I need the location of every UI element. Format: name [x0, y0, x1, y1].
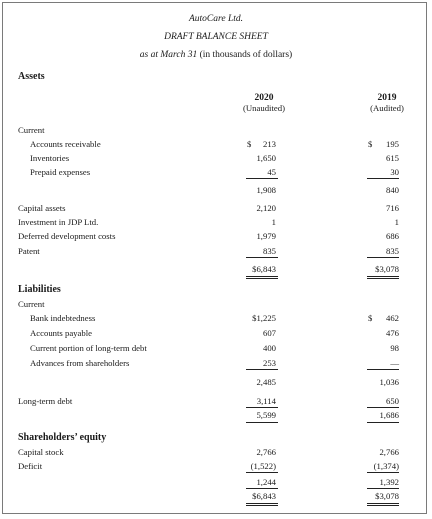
subtotal-rule: [367, 178, 399, 179]
cur-ltd-2020: 400: [262, 343, 276, 353]
subtotal-rule: [367, 257, 399, 258]
cur-ltd-2019: 98: [390, 343, 399, 353]
ltd-2020: 3,114: [256, 396, 276, 406]
bank-2019: 462: [385, 313, 399, 323]
units-text: (in thousands of dollars): [199, 50, 293, 60]
cap-assets-2020: 2,120: [256, 203, 276, 213]
label-patent: Patent: [18, 246, 40, 256]
label-investment: Investment in JDP Ltd.: [18, 217, 99, 227]
capital-stock-2019: 2,766: [379, 447, 399, 457]
label-capital-stock: Capital stock: [18, 447, 64, 457]
label-accounts-receivable: Accounts receivable: [30, 139, 101, 149]
total-liab-2019: 1,686: [379, 410, 399, 420]
equity-subtotal-2019: 1,392: [379, 477, 399, 487]
grand-total-2019: $3,078: [375, 491, 399, 501]
grand-total-2020: $6,843: [252, 491, 276, 501]
equity-subtotal-2020: 1,244: [256, 477, 276, 487]
label-capital-assets: Capital assets: [18, 203, 66, 213]
col-2020-note: (Unaudited): [243, 103, 285, 113]
payables-2019: 476: [385, 328, 399, 338]
currency-symbol: $: [368, 139, 373, 149]
subtotal-rule: [246, 257, 278, 258]
current-assets-2019: 840: [385, 185, 399, 195]
label-current-ltd: Current portion of long-term debt: [30, 343, 147, 353]
label-bank-indebtedness: Bank indebtedness: [30, 313, 96, 323]
cap-assets-2019: 716: [385, 203, 399, 213]
subtotal-rule: [246, 369, 278, 370]
subtotal-rule: [246, 422, 278, 423]
inv-2019: 615: [385, 153, 399, 163]
current-assets-2020: 1,908: [256, 185, 276, 195]
current-liabilities-heading: Current: [18, 299, 45, 309]
company-name: AutoCare Ltd.: [188, 14, 243, 24]
prepaid-2019: 30: [390, 167, 399, 177]
patent-2019: 835: [385, 246, 399, 256]
subtotal-rule: [367, 369, 399, 370]
currency-symbol: $: [368, 313, 373, 323]
col-2020-year: 2020: [254, 93, 274, 103]
prepaid-2020: 45: [267, 167, 276, 177]
col-2020-header: [229, 92, 299, 113]
label-accounts-payable: Accounts payable: [30, 328, 92, 338]
date-text: as at March 31: [139, 50, 198, 60]
investment-2020: 1: [271, 217, 276, 227]
subtotal-rule: [367, 488, 399, 489]
col-2019-year: 2019: [377, 93, 397, 103]
total-assets-2020: $6,843: [252, 264, 276, 274]
current-liab-2019: 1,036: [379, 377, 399, 387]
subtotal-rule: [246, 472, 278, 473]
liabilities-heading: Liabilities: [18, 284, 61, 295]
deficit-2020: (1,522): [250, 461, 276, 471]
total-double-rule: [367, 503, 399, 506]
assets-heading: Assets: [18, 71, 45, 82]
ar-2019: 195: [385, 139, 399, 149]
currency-symbol: $: [247, 139, 252, 149]
advances-2019: —: [390, 358, 399, 368]
subtotal-rule: [246, 407, 278, 408]
subtotal-rule: [246, 488, 278, 489]
advances-2020: 253: [262, 358, 276, 368]
current-liab-2020: 2,485: [256, 377, 276, 387]
deferred-2020: 1,979: [256, 231, 276, 241]
deficit-2019: (1,374): [373, 461, 399, 471]
label-advances: Advances from shareholders: [30, 358, 130, 368]
subtotal-rule: [367, 422, 399, 423]
investment-2019: 1: [394, 217, 399, 227]
capital-stock-2020: 2,766: [256, 447, 276, 457]
subtotal-rule: [367, 407, 399, 408]
subtotal-rule: [367, 472, 399, 473]
label-deferred-dev: Deferred development costs: [18, 231, 116, 241]
bank-2020: $1,225: [252, 313, 276, 323]
ar-2020: 213: [262, 139, 276, 149]
inv-2020: 1,650: [256, 153, 276, 163]
ltd-2019: 650: [385, 396, 399, 406]
statement-title: DRAFT BALANCE SHEET: [164, 32, 268, 42]
label-prepaid: Prepaid expenses: [30, 167, 91, 177]
label-inventories: Inventories: [30, 153, 70, 163]
total-double-rule: [246, 276, 278, 279]
col-2019-note: (Audited): [370, 103, 404, 113]
total-double-rule: [246, 503, 278, 506]
col-2019-header: [352, 92, 422, 113]
label-deficit: Deficit: [18, 461, 43, 471]
deferred-2019: 686: [385, 231, 399, 241]
total-double-rule: [367, 276, 399, 279]
statement-date: [0, 50, 432, 60]
equity-heading: Shareholders’ equity: [18, 432, 107, 443]
subtotal-rule: [246, 178, 278, 179]
payables-2020: 607: [262, 328, 276, 338]
label-long-term-debt: Long-term debt: [18, 396, 73, 406]
patent-2020: 835: [262, 246, 276, 256]
total-assets-2019: $3,078: [375, 264, 399, 274]
total-liab-2020: 5,599: [256, 410, 276, 420]
current-assets-heading: Current: [18, 125, 45, 135]
